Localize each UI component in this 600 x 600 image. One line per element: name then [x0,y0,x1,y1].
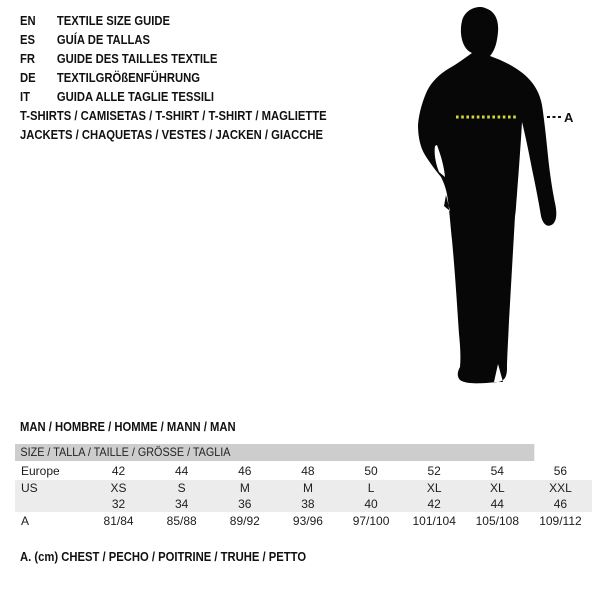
row-label: Europe [21,464,60,478]
size-cell: 105/108 [475,514,519,528]
size-cell: 40 [364,497,378,511]
size-table-header: SIZE / TALLA / TAILLE / GRÖSSE / TAGLIA [15,444,534,461]
size-cell: M [239,481,250,495]
category-heading [20,107,327,145]
category-line-tshirts: T-SHIRTS / CAMISETAS / T-SHIRT / T-SHIRT / MAGLIETTE [20,109,327,123]
lang-label: GUIDE DES TAILLES TEXTILE [56,52,218,66]
chest-measure-label: A [564,110,574,125]
size-cell: 93/96 [292,514,323,528]
lang-row-es [20,31,217,50]
size-cell: 44 [175,464,189,478]
size-cell: 44 [490,497,504,511]
lang-code: FR [20,52,36,66]
lang-row-en [20,12,217,31]
lang-label: GUIDA ALLE TAGLIE TESSILI [56,90,214,104]
size-cell: 42 [427,497,441,511]
size-cell: 101/104 [412,514,456,528]
size-cell: 81/84 [103,514,134,528]
measurement-footnote: A. (cm) CHEST / PECHO / POITRINE / TRUHE / PETTO [20,550,307,564]
table-row-europe [15,462,592,480]
size-cell: 48 [301,464,315,478]
size-cell: 42 [111,464,126,478]
figure-area [415,5,580,400]
size-cell: 36 [238,497,252,511]
lang-code: ES [20,33,36,47]
lang-code: IT [20,90,30,104]
size-table [15,444,592,530]
man-silhouette-figure [415,5,580,400]
size-cell: M [302,481,313,495]
lang-code: EN [20,14,36,28]
size-cell: 46 [553,497,568,511]
lang-label: TEXTILE SIZE GUIDE [56,14,171,28]
row-label: US [21,481,38,495]
size-cell: XS [110,481,127,495]
row-label [15,496,87,512]
lang-row-fr [20,50,217,69]
size-cell: XL [426,481,442,495]
size-cell: 52 [427,464,441,478]
size-cell: 97/100 [352,514,390,528]
size-cell: 85/88 [166,514,197,528]
lang-row-it [20,88,217,107]
row-label: A [21,514,30,528]
size-cell: 32 [111,497,126,511]
size-cell: 50 [364,464,378,478]
lang-label: TEXTILGRÖßENFÜHRUNG [56,71,201,85]
lang-row-de [20,69,217,88]
size-cell: XL [489,481,505,495]
size-cell: 34 [175,497,189,511]
man-silhouette [418,7,556,383]
category-line-jackets: JACKETS / CHAQUETAS / VESTES / JACKEN / GIACCHE [20,128,323,142]
size-cell: S [177,481,186,495]
size-cell: 109/112 [539,514,582,528]
table-row-us-numbers [15,496,592,512]
size-cell: 54 [490,464,504,478]
size-cell: 38 [301,497,315,511]
gender-heading: MAN / HOMBRE / HOMME / MANN / MAN [20,420,236,434]
size-cell: 46 [238,464,252,478]
lang-label: GUÍA DE TALLAS [56,33,151,47]
lang-code: DE [20,71,36,85]
size-cell: L [367,481,375,495]
size-cell: XXL [549,481,572,495]
language-list [20,12,217,107]
size-cell: 56 [553,464,568,478]
table-row-chest-measure [15,512,592,530]
table-row-us-letters [15,480,592,496]
size-cell: 89/92 [229,514,260,528]
